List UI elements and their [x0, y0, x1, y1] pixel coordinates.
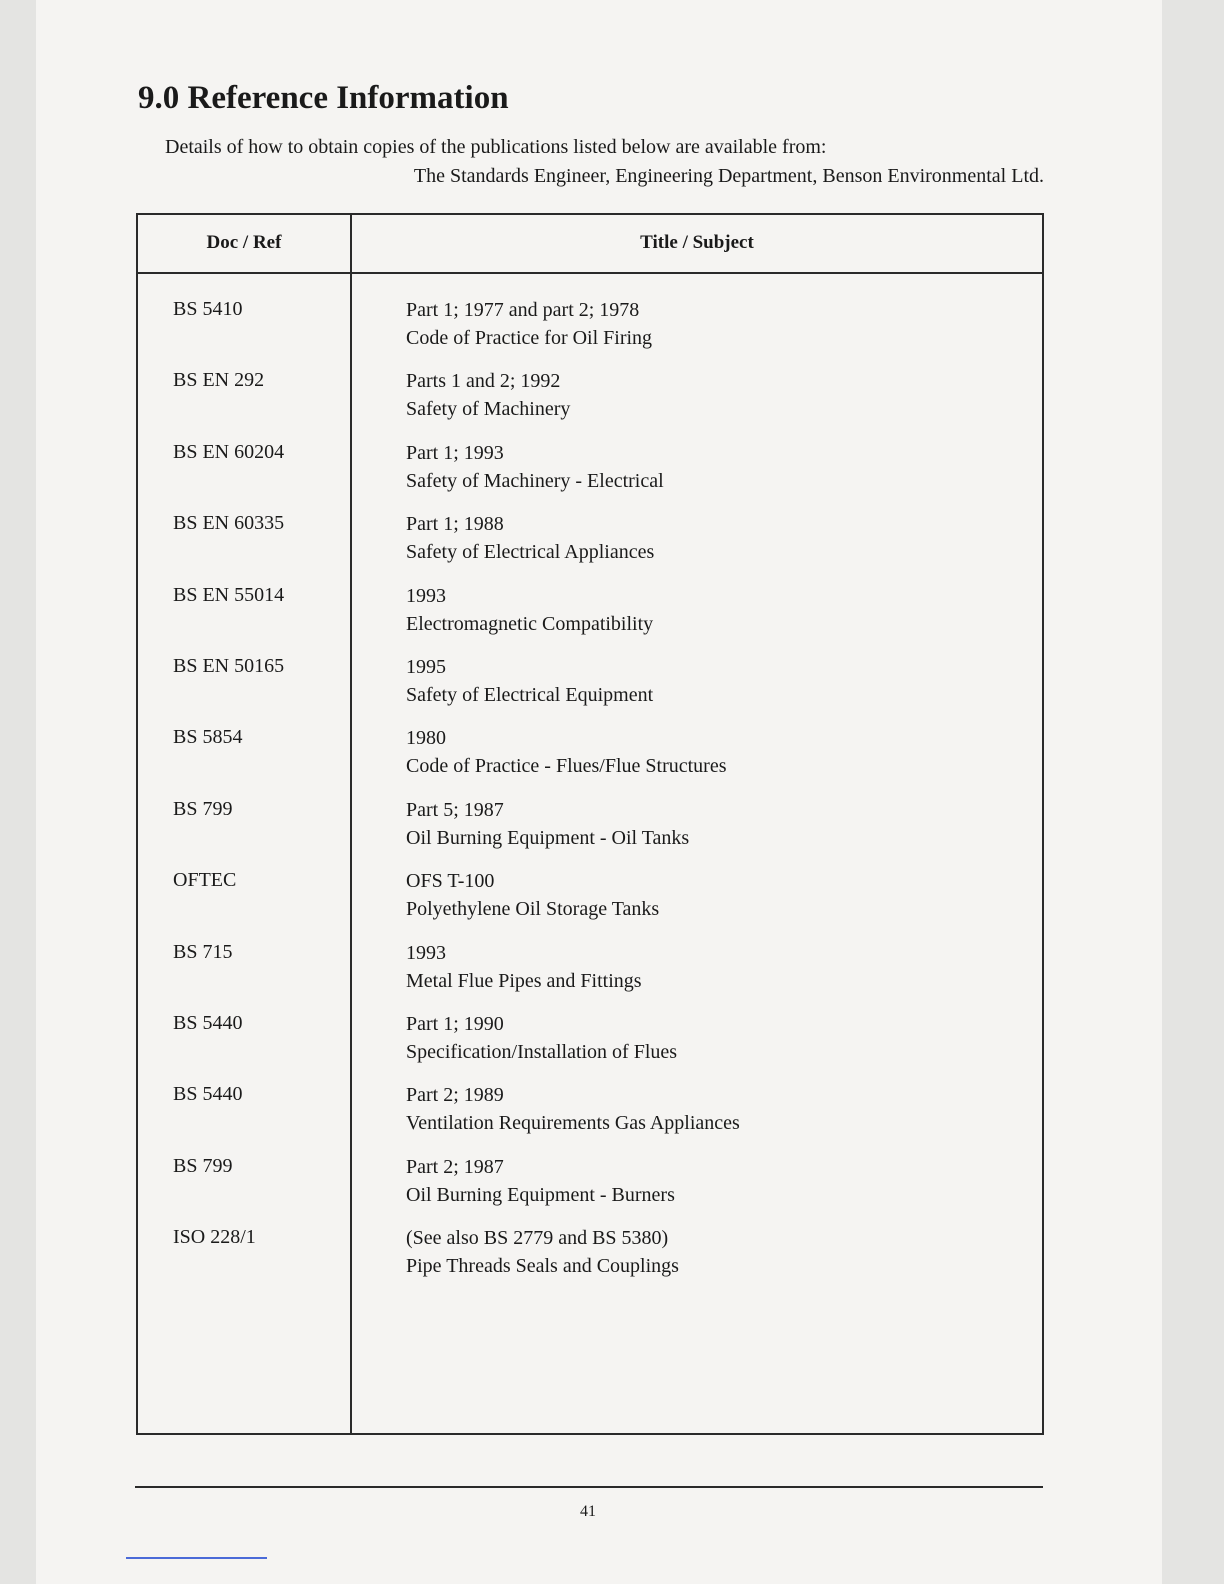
column-header-doc-ref: Doc / Ref [206, 232, 282, 253]
title-subject-text: Metal Flue Pipes and Fittings [406, 969, 642, 992]
table-row [138, 936, 1042, 1007]
doc-ref: BS EN 55014 [173, 583, 285, 606]
title-subject-text: Pipe Threads Seals and Couplings [406, 1255, 679, 1278]
title-subject-text: Oil Burning Equipment - Burners [406, 1183, 675, 1206]
title-subject-text: Oil Burning Equipment - Oil Tanks [406, 826, 690, 849]
title-subject [406, 796, 689, 852]
title-detail: Part 2; 1987 [406, 1155, 504, 1178]
title-subject [406, 939, 642, 995]
title-detail: Part 5; 1987 [406, 798, 504, 821]
title-detail: Part 2; 1989 [406, 1084, 504, 1107]
title-subject [406, 367, 570, 423]
title-detail: 1993 [406, 584, 446, 607]
title-detail: 1993 [406, 941, 446, 964]
doc-ref: BS EN 60335 [173, 512, 285, 535]
doc-ref: BS EN 292 [173, 369, 265, 392]
title-detail: Part 1; 1993 [406, 441, 504, 464]
doc-ref: ISO 228/1 [173, 1226, 256, 1249]
table-row [138, 507, 1042, 578]
page-title: 9.0 Reference Information [138, 80, 509, 116]
title-subject [406, 582, 653, 638]
title-subject [406, 1153, 675, 1209]
scan-artifact-line [126, 1557, 267, 1559]
table-row [138, 436, 1042, 507]
title-subject [406, 724, 727, 780]
intro-contact: The Standards Engineer, Engineering Department, Benson Environmental Ltd. [413, 165, 1044, 187]
table-row [138, 650, 1042, 721]
table-row [138, 1007, 1042, 1078]
table-row [138, 1150, 1042, 1221]
title-subject-text: Ventilation Requirements Gas Appliances [406, 1112, 740, 1135]
table-row [138, 864, 1042, 935]
title-subject-text: Polyethylene Oil Storage Tanks [406, 898, 660, 921]
title-detail: 1980 [406, 727, 446, 750]
header-divider [138, 272, 1042, 274]
title-subject-text: Safety of Machinery - Electrical [406, 469, 664, 492]
doc-ref: BS EN 60204 [173, 440, 285, 463]
page-number: 41 [580, 1503, 596, 1520]
doc-ref: BS EN 50165 [173, 654, 285, 677]
intro-text: Details of how to obtain copies of the publications listed below are available from: [165, 136, 827, 158]
title-detail: Parts 1 and 2; 1992 [406, 370, 561, 393]
table-row [138, 293, 1042, 364]
reference-rows [138, 293, 1042, 1292]
title-subject-text: Electromagnetic Compatibility [406, 612, 654, 635]
doc-ref: BS 715 [173, 940, 233, 963]
title-detail: 1995 [406, 655, 446, 678]
title-subject-text: Safety of Electrical Appliances [406, 541, 655, 564]
title-subject-text: Code of Practice for Oil Firing [406, 327, 653, 349]
title-subject [406, 867, 659, 923]
table-row [138, 721, 1042, 792]
doc-ref: BS 5440 [173, 1083, 243, 1106]
doc-ref: BS 5440 [173, 1011, 243, 1034]
title-detail: Part 1; 1977 and part 2; 1978 [406, 299, 640, 321]
title-subject [406, 1081, 740, 1137]
title-subject-text: Specification/Installation of Flues [406, 1040, 678, 1063]
doc-ref: BS 799 [173, 1154, 233, 1177]
table-row [138, 1078, 1042, 1149]
title-subject-text: Safety of Electrical Equipment [406, 683, 654, 706]
title-subject-text: Safety of Machinery [406, 398, 571, 421]
reference-table [136, 213, 1044, 1435]
doc-ref: OFTEC [173, 869, 237, 892]
title-detail: (See also BS 2779 and BS 5380) [406, 1227, 669, 1250]
doc-ref: BS 5854 [173, 726, 243, 749]
title-detail: Part 1; 1988 [406, 513, 504, 536]
title-subject [406, 510, 654, 566]
title-subject [406, 653, 653, 709]
title-detail: Part 1; 1990 [406, 1012, 504, 1035]
doc-ref: BS 5410 [173, 298, 243, 320]
table-row [138, 793, 1042, 864]
table-row [138, 1221, 1042, 1292]
doc-ref: BS 799 [173, 797, 233, 820]
footer-divider [135, 1486, 1043, 1488]
table-row [138, 364, 1042, 435]
title-subject [406, 296, 652, 352]
title-subject [406, 1224, 679, 1280]
table-row [138, 579, 1042, 650]
title-subject [406, 1010, 677, 1066]
title-subject-text: Code of Practice - Flues/Flue Structures [406, 755, 727, 778]
column-header-title-subject: Title / Subject [640, 232, 754, 253]
title-subject [406, 439, 664, 495]
title-detail: OFS T-100 [406, 870, 495, 893]
